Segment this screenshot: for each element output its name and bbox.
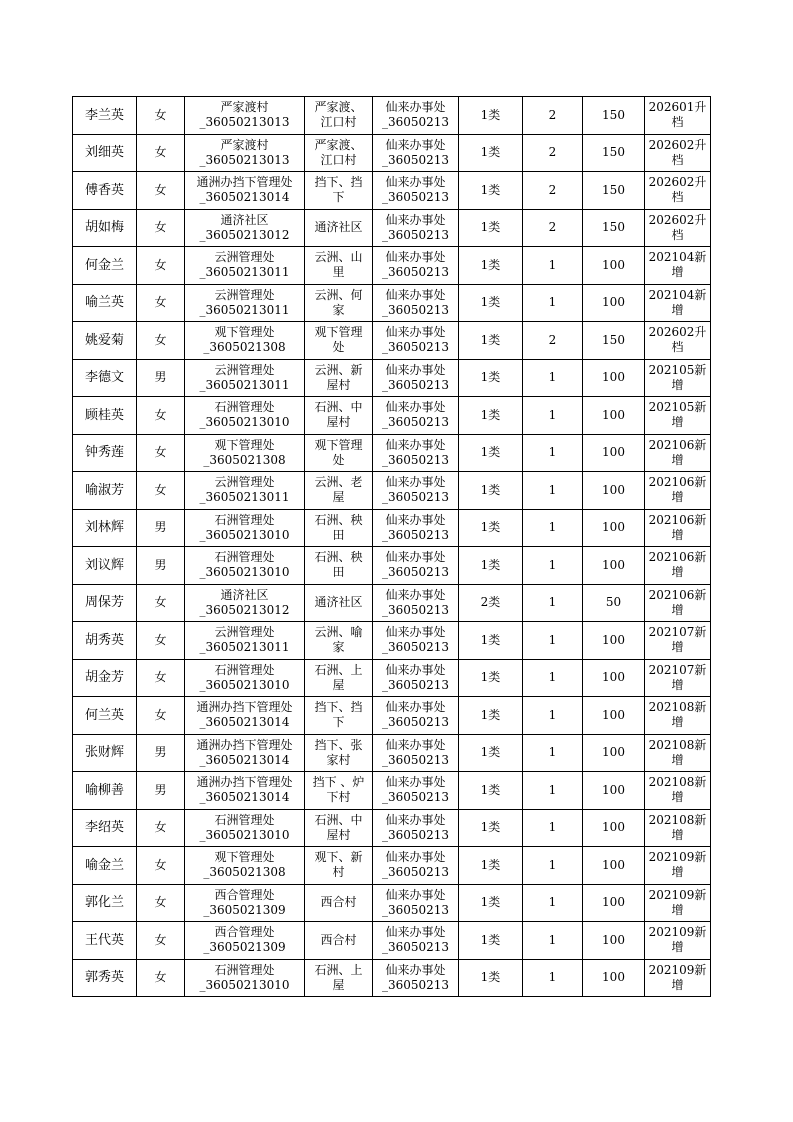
table-row <box>73 172 711 210</box>
category-cell: 1类 <box>459 397 523 435</box>
gender-cell: 女 <box>137 659 185 697</box>
gender-cell: 女 <box>137 809 185 847</box>
name-cell: 郭秀英 <box>73 959 137 997</box>
office-cell: 仙来办事处 _36050213 <box>373 97 459 135</box>
office-cell: 仙来办事处 _36050213 <box>373 434 459 472</box>
count-cell: 2 <box>523 172 583 210</box>
management-office-cell: 西合管理处 _3605021309 <box>185 884 305 922</box>
category-cell: 1类 <box>459 472 523 510</box>
name-cell: 喻兰英 <box>73 284 137 322</box>
village-cell: 西合村 <box>305 884 373 922</box>
village-cell: 云洲、何 家 <box>305 284 373 322</box>
table-row <box>73 97 711 135</box>
status-cell: 202107新 增 <box>645 622 711 660</box>
gender-cell: 女 <box>137 97 185 135</box>
management-office-cell: 观下管理处 _3605021308 <box>185 847 305 885</box>
table-row <box>73 734 711 772</box>
management-office-cell: 云洲管理处 _36050213011 <box>185 472 305 510</box>
table-row <box>73 547 711 585</box>
amount-cell: 100 <box>583 397 645 435</box>
count-cell: 1 <box>523 809 583 847</box>
amount-cell: 100 <box>583 359 645 397</box>
name-cell: 王代英 <box>73 922 137 960</box>
table-row <box>73 247 711 285</box>
name-cell: 喻淑芳 <box>73 472 137 510</box>
status-cell: 202104新 增 <box>645 247 711 285</box>
table-row <box>73 584 711 622</box>
records-body <box>73 97 711 997</box>
office-cell: 仙来办事处 _36050213 <box>373 397 459 435</box>
amount-cell: 100 <box>583 959 645 997</box>
status-cell: 202109新 增 <box>645 884 711 922</box>
category-cell: 1类 <box>459 509 523 547</box>
amount-cell: 50 <box>583 584 645 622</box>
amount-cell: 100 <box>583 884 645 922</box>
amount-cell: 100 <box>583 284 645 322</box>
status-cell: 202105新 增 <box>645 359 711 397</box>
count-cell: 1 <box>523 847 583 885</box>
name-cell: 刘议辉 <box>73 547 137 585</box>
status-cell: 202108新 增 <box>645 734 711 772</box>
amount-cell: 150 <box>583 97 645 135</box>
office-cell: 仙来办事处 _36050213 <box>373 322 459 360</box>
category-cell: 1类 <box>459 284 523 322</box>
status-cell: 202602升 档 <box>645 209 711 247</box>
table-row <box>73 809 711 847</box>
management-office-cell: 云洲管理处 _36050213011 <box>185 622 305 660</box>
count-cell: 2 <box>523 322 583 360</box>
management-office-cell: 云洲管理处 _36050213011 <box>185 359 305 397</box>
management-office-cell: 石洲管理处 _36050213010 <box>185 547 305 585</box>
name-cell: 姚爱菊 <box>73 322 137 360</box>
management-office-cell: 通洲办挡下管理处 _36050213014 <box>185 734 305 772</box>
gender-cell: 女 <box>137 209 185 247</box>
name-cell: 李德文 <box>73 359 137 397</box>
status-cell: 202109新 增 <box>645 922 711 960</box>
category-cell: 1类 <box>459 809 523 847</box>
category-cell: 1类 <box>459 922 523 960</box>
amount-cell: 150 <box>583 209 645 247</box>
table-row <box>73 697 711 735</box>
village-cell: 石洲、中 屋村 <box>305 809 373 847</box>
village-cell: 观下、新 村 <box>305 847 373 885</box>
name-cell: 胡秀英 <box>73 622 137 660</box>
village-cell: 云洲、喻 家 <box>305 622 373 660</box>
status-cell: 202106新 增 <box>645 434 711 472</box>
village-cell: 观下管理 处 <box>305 434 373 472</box>
gender-cell: 女 <box>137 322 185 360</box>
table-row <box>73 959 711 997</box>
management-office-cell: 通济社区 _36050213012 <box>185 209 305 247</box>
name-cell: 胡如梅 <box>73 209 137 247</box>
office-cell: 仙来办事处 _36050213 <box>373 134 459 172</box>
count-cell: 1 <box>523 509 583 547</box>
amount-cell: 150 <box>583 172 645 210</box>
management-office-cell: 通洲办挡下管理处 _36050213014 <box>185 697 305 735</box>
amount-cell: 150 <box>583 134 645 172</box>
office-cell: 仙来办事处 _36050213 <box>373 884 459 922</box>
table-row <box>73 209 711 247</box>
management-office-cell: 云洲管理处 _36050213011 <box>185 247 305 285</box>
office-cell: 仙来办事处 _36050213 <box>373 659 459 697</box>
management-office-cell: 石洲管理处 _36050213010 <box>185 959 305 997</box>
table-row <box>73 659 711 697</box>
amount-cell: 100 <box>583 622 645 660</box>
status-cell: 202109新 增 <box>645 959 711 997</box>
category-cell: 1类 <box>459 434 523 472</box>
gender-cell: 女 <box>137 847 185 885</box>
office-cell: 仙来办事处 _36050213 <box>373 584 459 622</box>
status-cell: 202106新 增 <box>645 509 711 547</box>
status-cell: 202106新 增 <box>645 472 711 510</box>
management-office-cell: 西合管理处 _3605021309 <box>185 922 305 960</box>
table-row <box>73 134 711 172</box>
management-office-cell: 通洲办挡下管理处 _36050213014 <box>185 172 305 210</box>
status-cell: 202107新 增 <box>645 659 711 697</box>
name-cell: 刘林辉 <box>73 509 137 547</box>
status-cell: 202108新 增 <box>645 697 711 735</box>
table-row <box>73 472 711 510</box>
category-cell: 1类 <box>459 247 523 285</box>
gender-cell: 男 <box>137 547 185 585</box>
village-cell: 挡下、张 家村 <box>305 734 373 772</box>
gender-cell: 女 <box>137 622 185 660</box>
office-cell: 仙来办事处 _36050213 <box>373 472 459 510</box>
record-sheet <box>72 96 710 997</box>
gender-cell: 女 <box>137 397 185 435</box>
category-cell: 1类 <box>459 772 523 810</box>
office-cell: 仙来办事处 _36050213 <box>373 284 459 322</box>
table-row <box>73 884 711 922</box>
name-cell: 李绍英 <box>73 809 137 847</box>
management-office-cell: 石洲管理处 _36050213010 <box>185 397 305 435</box>
table-row <box>73 434 711 472</box>
management-office-cell: 石洲管理处 _36050213010 <box>185 659 305 697</box>
office-cell: 仙来办事处 _36050213 <box>373 509 459 547</box>
amount-cell: 100 <box>583 772 645 810</box>
category-cell: 1类 <box>459 847 523 885</box>
name-cell: 刘细英 <box>73 134 137 172</box>
office-cell: 仙来办事处 _36050213 <box>373 209 459 247</box>
village-cell: 石洲、秧 田 <box>305 509 373 547</box>
status-cell: 202108新 增 <box>645 809 711 847</box>
gender-cell: 女 <box>137 697 185 735</box>
office-cell: 仙来办事处 _36050213 <box>373 172 459 210</box>
village-cell: 石洲、中 屋村 <box>305 397 373 435</box>
count-cell: 1 <box>523 659 583 697</box>
category-cell: 1类 <box>459 209 523 247</box>
gender-cell: 女 <box>137 584 185 622</box>
count-cell: 1 <box>523 547 583 585</box>
village-cell: 云洲、老 屋 <box>305 472 373 510</box>
amount-cell: 100 <box>583 922 645 960</box>
village-cell: 云洲、新 屋村 <box>305 359 373 397</box>
village-cell: 西合村 <box>305 922 373 960</box>
count-cell: 2 <box>523 97 583 135</box>
management-office-cell: 严家渡村 _36050213013 <box>185 97 305 135</box>
status-cell: 202109新 增 <box>645 847 711 885</box>
name-cell: 张财辉 <box>73 734 137 772</box>
category-cell: 1类 <box>459 322 523 360</box>
village-cell: 通济社区 <box>305 584 373 622</box>
management-office-cell: 通洲办挡下管理处 _36050213014 <box>185 772 305 810</box>
name-cell: 何兰英 <box>73 697 137 735</box>
amount-cell: 100 <box>583 697 645 735</box>
count-cell: 1 <box>523 772 583 810</box>
category-cell: 1类 <box>459 547 523 585</box>
count-cell: 1 <box>523 734 583 772</box>
amount-cell: 100 <box>583 734 645 772</box>
office-cell: 仙来办事处 _36050213 <box>373 247 459 285</box>
village-cell: 观下管理 处 <box>305 322 373 360</box>
village-cell: 挡下 、炉 下村 <box>305 772 373 810</box>
amount-cell: 100 <box>583 659 645 697</box>
name-cell: 何金兰 <box>73 247 137 285</box>
office-cell: 仙来办事处 _36050213 <box>373 959 459 997</box>
amount-cell: 100 <box>583 472 645 510</box>
name-cell: 郭化兰 <box>73 884 137 922</box>
gender-cell: 女 <box>137 284 185 322</box>
gender-cell: 男 <box>137 509 185 547</box>
village-cell: 挡下、挡 下 <box>305 697 373 735</box>
management-office-cell: 石洲管理处 _36050213010 <box>185 509 305 547</box>
amount-cell: 100 <box>583 509 645 547</box>
table-row <box>73 922 711 960</box>
table-row <box>73 397 711 435</box>
management-office-cell: 观下管理处 _3605021308 <box>185 434 305 472</box>
amount-cell: 100 <box>583 847 645 885</box>
office-cell: 仙来办事处 _36050213 <box>373 772 459 810</box>
village-cell: 严家渡、 江口村 <box>305 134 373 172</box>
count-cell: 1 <box>523 247 583 285</box>
office-cell: 仙来办事处 _36050213 <box>373 922 459 960</box>
name-cell: 胡金芳 <box>73 659 137 697</box>
count-cell: 1 <box>523 622 583 660</box>
category-cell: 1类 <box>459 622 523 660</box>
status-cell: 202104新 增 <box>645 284 711 322</box>
category-cell: 1类 <box>459 172 523 210</box>
category-cell: 1类 <box>459 959 523 997</box>
gender-cell: 女 <box>137 884 185 922</box>
amount-cell: 100 <box>583 547 645 585</box>
office-cell: 仙来办事处 _36050213 <box>373 697 459 735</box>
category-cell: 1类 <box>459 134 523 172</box>
status-cell: 202602升 档 <box>645 134 711 172</box>
office-cell: 仙来办事处 _36050213 <box>373 734 459 772</box>
table-row <box>73 284 711 322</box>
gender-cell: 女 <box>137 922 185 960</box>
management-office-cell: 通济社区 _36050213012 <box>185 584 305 622</box>
management-office-cell: 严家渡村 _36050213013 <box>185 134 305 172</box>
village-cell: 严家渡、 江口村 <box>305 97 373 135</box>
gender-cell: 女 <box>137 959 185 997</box>
status-cell: 202602升 档 <box>645 172 711 210</box>
name-cell: 周保芳 <box>73 584 137 622</box>
count-cell: 1 <box>523 884 583 922</box>
village-cell: 石洲、秧 田 <box>305 547 373 585</box>
amount-cell: 100 <box>583 809 645 847</box>
gender-cell: 女 <box>137 472 185 510</box>
table-row <box>73 772 711 810</box>
count-cell: 1 <box>523 397 583 435</box>
count-cell: 2 <box>523 209 583 247</box>
category-cell: 2类 <box>459 584 523 622</box>
count-cell: 1 <box>523 697 583 735</box>
count-cell: 1 <box>523 434 583 472</box>
office-cell: 仙来办事处 _36050213 <box>373 359 459 397</box>
village-cell: 云洲、山 里 <box>305 247 373 285</box>
gender-cell: 男 <box>137 734 185 772</box>
status-cell: 202106新 增 <box>645 547 711 585</box>
gender-cell: 男 <box>137 772 185 810</box>
category-cell: 1类 <box>459 659 523 697</box>
count-cell: 1 <box>523 472 583 510</box>
status-cell: 202601升 档 <box>645 97 711 135</box>
count-cell: 1 <box>523 284 583 322</box>
village-cell: 石洲、上 屋 <box>305 659 373 697</box>
count-cell: 1 <box>523 584 583 622</box>
table-row <box>73 847 711 885</box>
table-row <box>73 322 711 360</box>
category-cell: 1类 <box>459 97 523 135</box>
gender-cell: 女 <box>137 172 185 210</box>
gender-cell: 男 <box>137 359 185 397</box>
count-cell: 2 <box>523 134 583 172</box>
records-table <box>72 96 711 997</box>
office-cell: 仙来办事处 _36050213 <box>373 622 459 660</box>
gender-cell: 女 <box>137 134 185 172</box>
status-cell: 202602升 档 <box>645 322 711 360</box>
category-cell: 1类 <box>459 697 523 735</box>
name-cell: 钟秀莲 <box>73 434 137 472</box>
village-cell: 石洲、上 屋 <box>305 959 373 997</box>
category-cell: 1类 <box>459 884 523 922</box>
count-cell: 1 <box>523 922 583 960</box>
village-cell: 通济社区 <box>305 209 373 247</box>
management-office-cell: 观下管理处 _3605021308 <box>185 322 305 360</box>
management-office-cell: 石洲管理处 _36050213010 <box>185 809 305 847</box>
gender-cell: 女 <box>137 434 185 472</box>
management-office-cell: 云洲管理处 _36050213011 <box>185 284 305 322</box>
name-cell: 李兰英 <box>73 97 137 135</box>
name-cell: 喻金兰 <box>73 847 137 885</box>
amount-cell: 100 <box>583 247 645 285</box>
amount-cell: 100 <box>583 434 645 472</box>
gender-cell: 女 <box>137 247 185 285</box>
count-cell: 1 <box>523 959 583 997</box>
category-cell: 1类 <box>459 359 523 397</box>
table-row <box>73 359 711 397</box>
office-cell: 仙来办事处 _36050213 <box>373 809 459 847</box>
status-cell: 202106新 增 <box>645 584 711 622</box>
table-row <box>73 622 711 660</box>
status-cell: 202105新 增 <box>645 397 711 435</box>
name-cell: 顾桂英 <box>73 397 137 435</box>
village-cell: 挡下、挡 下 <box>305 172 373 210</box>
category-cell: 1类 <box>459 734 523 772</box>
table-row <box>73 509 711 547</box>
office-cell: 仙来办事处 _36050213 <box>373 547 459 585</box>
amount-cell: 150 <box>583 322 645 360</box>
count-cell: 1 <box>523 359 583 397</box>
name-cell: 喻柳善 <box>73 772 137 810</box>
name-cell: 傅香英 <box>73 172 137 210</box>
office-cell: 仙来办事处 _36050213 <box>373 847 459 885</box>
status-cell: 202108新 增 <box>645 772 711 810</box>
